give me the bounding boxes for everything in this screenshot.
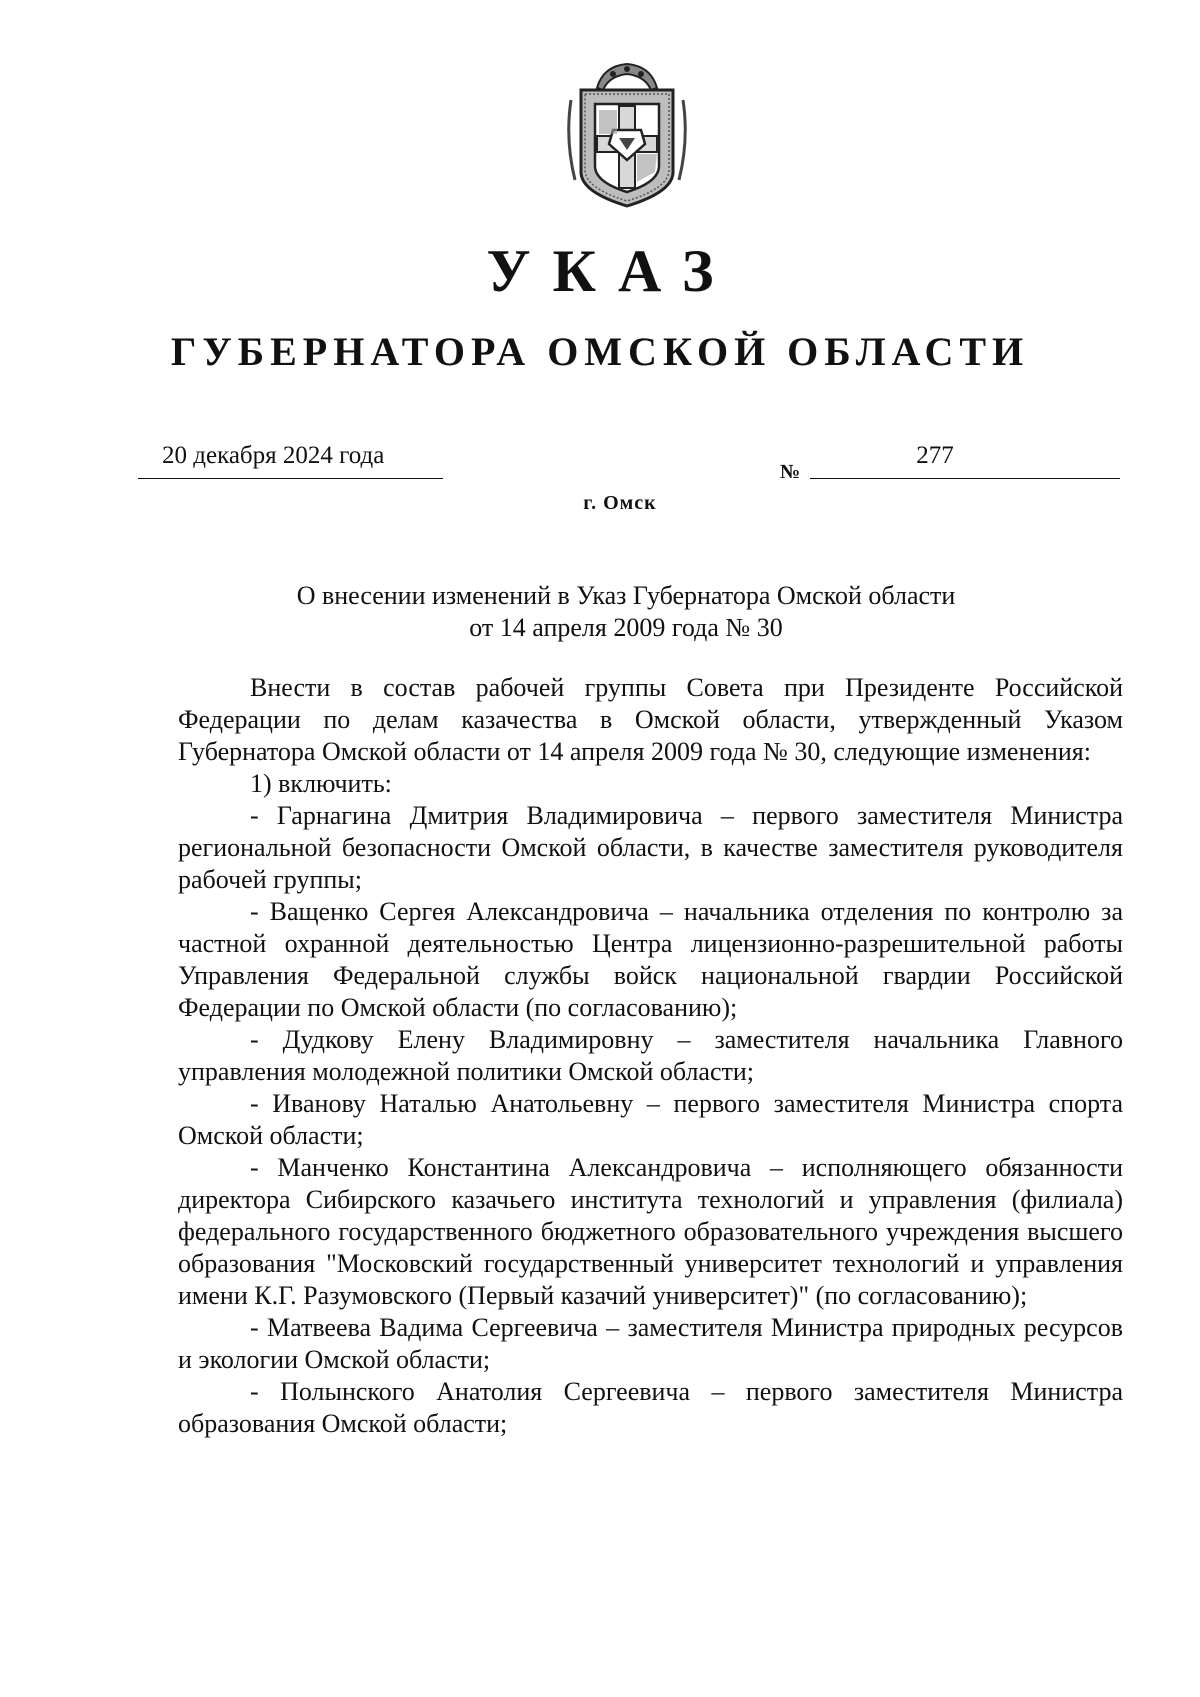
- list-item: - Иванову Наталью Анатольевну – первого заместителя Министра спорта Омской области;: [178, 1089, 1123, 1150]
- list-item: - Ващенко Сергея Александровича – начальника отделения по контролю за частной охранной деятельностью Центра лицензионно-разрешительной работы Управления Федеральной службы войск национальной гвардии Российской Федерации по Омской области (по согласованию);: [178, 897, 1123, 1022]
- date-field: [138, 440, 443, 479]
- decree-body: [178, 672, 1123, 1440]
- number-label: №: [780, 461, 801, 483]
- decree-city: г. Омск: [583, 492, 657, 514]
- list-item: - Полынского Анатолия Сергеевича – первого заместителя Министра образования Омской области;: [178, 1377, 1123, 1438]
- decree-subject: [0, 580, 1200, 644]
- list-item: - Манченко Константина Александровича – исполняющего обязанности директора Сибирского казачьего института технологий и управления (филиала) федерального государственного бюджетного образовательного учреждения высшего образования "Московский государственный университет технологий и управления имени К.Г. Разумовского (Первый казачий университет)" (по согласованию);: [178, 1153, 1123, 1310]
- decree-number: 277: [916, 442, 954, 469]
- list-item: - Дудкову Елену Владимировну – заместителя начальника Главного управления молодежной политики Омской области;: [178, 1025, 1123, 1086]
- subject-line-2: от 14 апреля 2009 года № 30: [469, 613, 783, 642]
- decree-date: 20 декабря 2024 года: [162, 442, 385, 469]
- subject-line-1: О внесении изменений в Указ Губернатора Омской области: [296, 581, 956, 610]
- decree-issuer: ГУБЕРНАТОРА ОМСКОЙ ОБЛАСТИ: [170, 329, 1030, 374]
- list-item: - Гарнагина Дмитрия Владимировича – первого заместителя Министра региональной безопасности Омской области, в качестве заместителя руководителя рабочей группы;: [178, 801, 1123, 894]
- point-1: 1) включить:: [250, 769, 392, 798]
- decree-title: УКАЗ: [486, 238, 736, 304]
- intro-paragraph: Внести в состав рабочей группы Совета при Президенте Российской Федерации по делам казачества в Омской области, утвержденный Указом Губернатора Омской области от 14 апреля 2009 года № 30, следующие изменения:: [178, 673, 1123, 766]
- number-field: [810, 440, 1120, 479]
- list-item: - Матвеева Вадима Сергеевича – заместителя Министра природных ресурсов и экологии Омской области;: [178, 1313, 1123, 1374]
- coat-of-arms-icon: [563, 60, 691, 210]
